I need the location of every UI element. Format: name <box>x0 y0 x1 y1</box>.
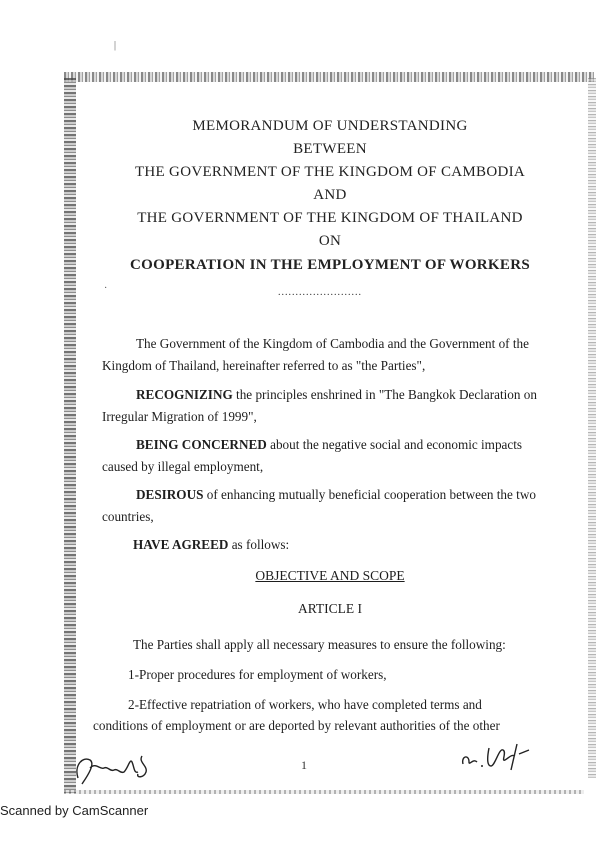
concerned-keyword: BEING CONCERNED <box>136 437 267 452</box>
article-intro: The Parties shall apply all necessary measures to ensure the following: <box>133 637 506 652</box>
decorative-border-right <box>588 78 596 778</box>
page-number: 1 <box>301 758 307 772</box>
decorative-border-top <box>64 72 594 82</box>
recognizing-line-1 <box>136 384 537 406</box>
agreed-keyword: HAVE AGREED <box>133 537 229 552</box>
recognizing-text: the principles enshrined in "The Bangkok Declaration on <box>232 387 537 402</box>
concerned-line-2: caused by illegal employment, <box>102 459 264 474</box>
item-2-line-2: conditions of employment or are deported by relevant authorities of the other <box>93 718 500 733</box>
title-line-4: AND <box>313 187 347 203</box>
desirous-line-2: countries, <box>102 509 154 524</box>
recognizing-line-2: Irregular Migration of 1999", <box>102 409 257 424</box>
title-line-3: THE GOVERNMENT OF THE KINGDOM OF CAMBODIA <box>134 164 526 180</box>
concerned-text: about the negative social and economic impacts <box>266 437 523 452</box>
left-signature <box>72 748 162 790</box>
agreed-line <box>133 534 289 556</box>
desirous-keyword: DESIROUS <box>136 487 204 502</box>
title-separator: ........................ <box>278 287 362 298</box>
item-2-line-1: 2-Effective repatriation of workers, who have completed terms and <box>128 697 482 712</box>
section-heading: OBJECTIVE AND SCOPE <box>255 568 405 583</box>
preamble-line-1: The Government of the Kingdom of Cambodia and the Government of the <box>136 336 529 351</box>
title-line-2: BETWEEN <box>293 141 367 157</box>
title-line-6: ON <box>318 233 342 249</box>
desirous-line-1 <box>136 484 536 506</box>
article-heading: ARTICLE I <box>297 601 363 616</box>
title-line-5: THE GOVERNMENT OF THE KINGDOM OF THAILAND <box>137 210 523 226</box>
desirous-text: of enhancing mutually beneficial cooperation between the two <box>203 487 536 502</box>
scan-mark: · <box>104 283 108 294</box>
decorative-border-left <box>64 78 76 793</box>
preamble-line-2: Kingdom of Thailand, hereinafter referred to as "the Parties", <box>102 358 426 373</box>
item-1: 1-Proper procedures for employment of workers, <box>128 667 387 682</box>
right-signature <box>455 736 535 776</box>
concerned-line-1 <box>136 434 522 456</box>
title-line-7: COOPERATION IN THE EMPLOYMENT OF WORKERS <box>130 257 530 273</box>
decorative-border-bottom <box>64 790 584 794</box>
scanner-footer: Scanned by CamScanner <box>0 803 149 818</box>
scan-mark: | <box>114 40 117 51</box>
agreed-text: as follows: <box>228 537 290 552</box>
recognizing-keyword: RECOGNIZING <box>136 387 233 402</box>
title-line-1: MEMORANDUM OF UNDERSTANDING <box>192 118 468 134</box>
